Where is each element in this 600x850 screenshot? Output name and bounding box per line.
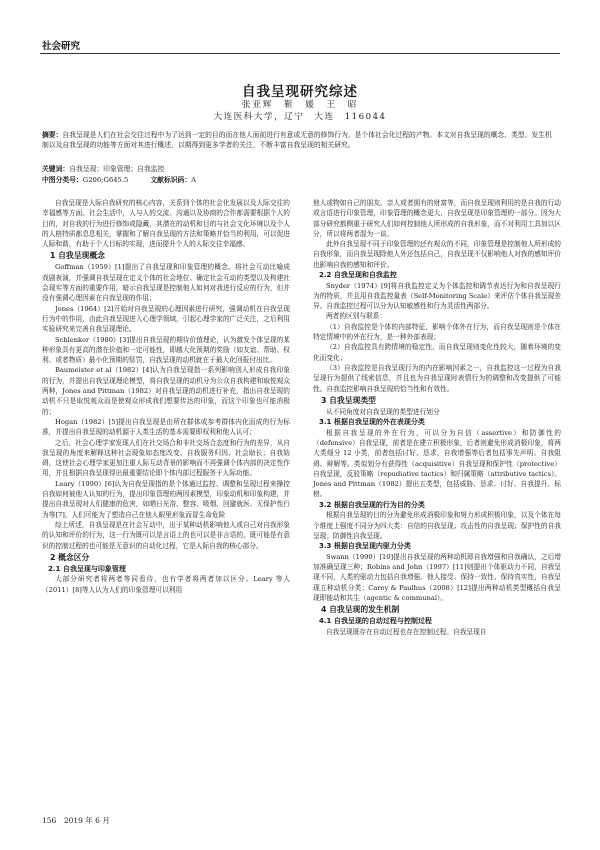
intro-paragraph: 自我呈现是人际自我研究的核心内容，关系到个体的社会化发展以及人际交往的幸福感等方面。社会生活中，人与人的交流、沟通以及协商的合作都需要根据个人的目的，对自我的行为进行修饰或隐藏，其潜在的动机和目的与社会文化环境以及个人的人格特质都息息相关，掌握和了解自我呈现的方法和策略并恰当的利用，可以促进人际和谐，有助于个人目标的实现，进而提升个人的人际交往幸福感。 <box>42 199 290 249</box>
body-paragraph: Leary（1990）[6]认为自我呈现指的是个体通过监控、调整和呈现过程来操控自我如何被他人认知的行为，提出印象管理的两因素模型，印象动机和印象构建，并提出自我呈现对人们健康的危害，如晒日光浴、整容、吸烟、回避就医、无保护性行为等[7]，人们可能为了塑造自己在他人眼里形象而冒生命危险 <box>42 479 290 519</box>
subsection-heading-2-1: 2.1 自我呈现与印象管理 <box>48 564 126 573</box>
body-paragraph: 他人或物如自己的朋友、亲人或者拥有的财富等，而自我呈现则利用的是自我的行动或言语进行印象管理，印象管理的概念更大，自我呈现是印象管理的一部分。因为大部分研究都侧重于研究人们如何控制他人所形成的自我形象，而不对利用工具加以区分，所以将两者混为一谈。 <box>313 199 561 238</box>
abstract <box>42 130 558 150</box>
section-heading-2: 2 概念区分 <box>50 552 90 562</box>
body-paragraph: Goffman（1959）[1]提出了自我呈现和印象管理的概念，将社会互动比喻成戏剧表演，并强调自我呈现在定义个体的社会地位、确定社会互动的类型以及构建社会现实等方面的重要作用，暗示自我呈现是控制他人如何对我进行反应的行为，但并没有强调心理因素在自我呈现的作用； <box>42 263 290 303</box>
body-paragraph: （1）自我监控是个体的内部特征，影响个体外在行为，而自我呈现则是个体在特定情境中的外在行为，是一种外部表现； <box>313 322 561 342</box>
body-paragraph: （2）自我监控具有跨情境的稳定性，而自我呈现则变化性较大，随着环境的变化而变化； <box>313 343 561 362</box>
abstract-text: 自我呈现是人们在社会交往过程中为了达到一定的目的而在他人面前进行有意或无意的修饰行为，是个体社会化过程的产物。本文对自我呈现的概念、类型、发生机制以及自我呈现的功能等方面对其进行概述，以期得到更多学者的关注，不断丰富自我呈现的相关研究。 <box>42 131 552 150</box>
body-paragraph: 自我呈现既存在自动过程也存在控制过程。自我呈现自 <box>326 627 487 636</box>
right-column <box>313 198 561 637</box>
body-paragraph: 根据自我呈现的外在行为，可以分为自信（assertive）和防御性的（defensive）自我呈现，前者是在建立积极形象，后者则避免形成消极印象，将两大类细分 12 小类，前者包括讨好、恳求、自我增强等后者包括事先声明、自我阻碍、辩解等。类似划分有获得性（acquisitive）自我呈现和保护性（protective）自我呈现，反驳策略（repudiative tactics）和归属策略（attributive tactics）。Jones and Pittman（1982）提出五类型，包括威胁、恳求、讨好、自我提升、标榜。 <box>313 428 561 499</box>
paper-title: 自我呈现研究综述 <box>242 84 358 100</box>
body-paragraph: 之后，社会心理学家发现人们在社交场合和非社交场合态度和行为的差异，从自我呈现的角度来解释这种社会现象如态度改变、自我服务归因、社会助长；自我妨碍，这使社会心理学家更加注重人际互动背景的影响而不再强调个体内部的决定性作用，并且根据自我呈现得出最重要结论即个体内部过程服务于人际功能。 <box>42 438 290 478</box>
abstract-label: 摘要： <box>42 131 63 139</box>
clc-value: G206;G645.5 <box>82 176 129 184</box>
body-paragraph: 综上所述，自我呈现是在社会互动中，出于某种动机影响他人或自己对自我形象的认知和评价的行为，这一行为既可以是言语上的也可以是非言语的，既可能是有意识的控制过程的也可能是无意识的自动化过程，它是人际自我的核心部分。 <box>42 520 290 550</box>
section-heading-3: 3 自我呈现类型 <box>321 395 376 405</box>
left-column <box>42 198 290 595</box>
body-paragraph: 此外自我呈现不同于印象管理的还有观众的不同，印象管理是控制他人所形成的自我形象，而自我呈现除他人外还包括自己，自我呈现不仅影响他人对我的感知评价也影响自我的感知和评价。 <box>313 240 561 269</box>
doc-code-label: 文献标识码： <box>150 176 192 184</box>
classification <box>42 175 196 185</box>
body-paragraph: Baumeister et al（1982）[4]认为自我呈现指一系列影响别人形成自我印象的行为，并提出自我呈现理论模型，将自我呈现的动机分为公众自我构建和取悦观众两种，Jones and Pittman（1982）对自我呈现的动机进行补充，指出自我呈现的动机不只是取悦观众而是使观众形成我们想要传达的印象，而这个印象也可能消极的； <box>42 366 290 416</box>
subsection-heading-3-1: 3.1 根据自我呈现的外在表现分类 <box>319 418 425 427</box>
keywords-label: 关键词： <box>42 165 70 173</box>
body-paragraph: 从不同角度对自我呈现的类型进行划分 <box>326 407 440 416</box>
footer-page-info: 156 2019 年 6 月 <box>42 816 110 825</box>
doc-code-value: A <box>191 176 197 184</box>
body-paragraph: Swann（1990）[10]提出自我呈现的两种动机即自我增强和自我确认，之后增加准确呈现三种；Robins and John（1997）[11]则提出个体驱动力不同，自我呈现不同，人类的驱动力包括自我增强、他人接受、保持一致性、保持真实性，自我呈现五种动机分类；Carey & Paulhus（2008）[12]提出两种动机类型概括自我呈现即能动和共生（agentic & communal）。 <box>313 552 561 602</box>
section-heading-1: 1 自我呈现概念 <box>50 251 105 261</box>
body-paragraph: Snyder（1974）[9]将自我监控定义为个体监控和调节表达行为和自我呈现行为的特质，并且用自我监控量表（Self-Monitoring Scale）来评估个体自我呈现差异。自我监控过程可以分为认知敏感性和行为灵活性两部分。 <box>313 281 561 311</box>
body-paragraph: Hogan（1982）[5]提出自我呈现是由所在群体或参考群体内化而成的行为标准，并提出自我呈现的动机源于人类生活的基本需要即权利和他人认可； <box>42 417 290 437</box>
subsection-heading-3-3: 3.3 根据自我呈现内驱力分类 <box>319 542 411 551</box>
body-paragraph: 两者的区别与联系： <box>326 312 387 321</box>
clc-label: 中图分类号： <box>42 176 83 184</box>
subsection-heading-3-2: 3.2 根据自我呈现的行为目的分类 <box>319 500 425 509</box>
body-paragraph: 大部分研究者将两者等同看待，也有学者将两者加以区分。Leary 等人（2011）[8]等人认为人们的印象管理可以利用 <box>42 575 290 594</box>
keywords-text: 自我呈现；印象管理；自我监控 <box>69 165 165 173</box>
body-paragraph: 根据自我呈现的目的分为避免形成消极印象和努力形成积极印象，以及个体在每个维度上强度不同分为四大类：自信的自我呈现；攻击性的自我呈现；保护性的自我呈现；防御性自我呈现。 <box>313 511 561 540</box>
body-paragraph: Schlenker（1980）[3]提出自我呈现的期待价值理论，认为激发个体呈现的某种形象具有更高的潜在价值和一定可能性，即越大化预期的奖励（如友谊、帮助、权利、或者物质）最小化预期的惩罚，自我呈现的动机就在于最大化回报付出比。 <box>42 335 290 365</box>
header-section-label: 社会研究 <box>42 41 81 52</box>
paper-authors: 张亚辉 靳 媛 王 昭 <box>241 100 359 110</box>
paper-affiliation: 大连医科大学，辽宁 大连 116044 <box>213 112 387 122</box>
subsection-heading-4-1: 4.1 自我呈现的自动过程与控制过程 <box>319 617 432 626</box>
section-heading-4: 4 自我呈现的发生机制 <box>321 605 400 615</box>
keywords <box>42 164 164 174</box>
header-rule <box>40 53 560 54</box>
subsection-heading-2-2: 2.2 自我呈现和自我监控 <box>319 271 397 280</box>
body-paragraph: Jones（1964）[2]开始对自我呈现的心理因素进行研究，强调动机在自我呈现行为中的作用，由此自我呈现进入心理学领域，引起心理学家的广泛关注，之后利用实验研究来完善自我呈现理论。 <box>42 304 290 334</box>
body-paragraph: （3）自我监控是自我呈现行为的内在影响因素之一，自我监控这一过程为自我呈现行为提供了线索信息，并且也为自我呈现时表情行为的调整和改变提供了可能性。自我监控影响自我呈现的恰当性和有效性。 <box>313 363 561 393</box>
